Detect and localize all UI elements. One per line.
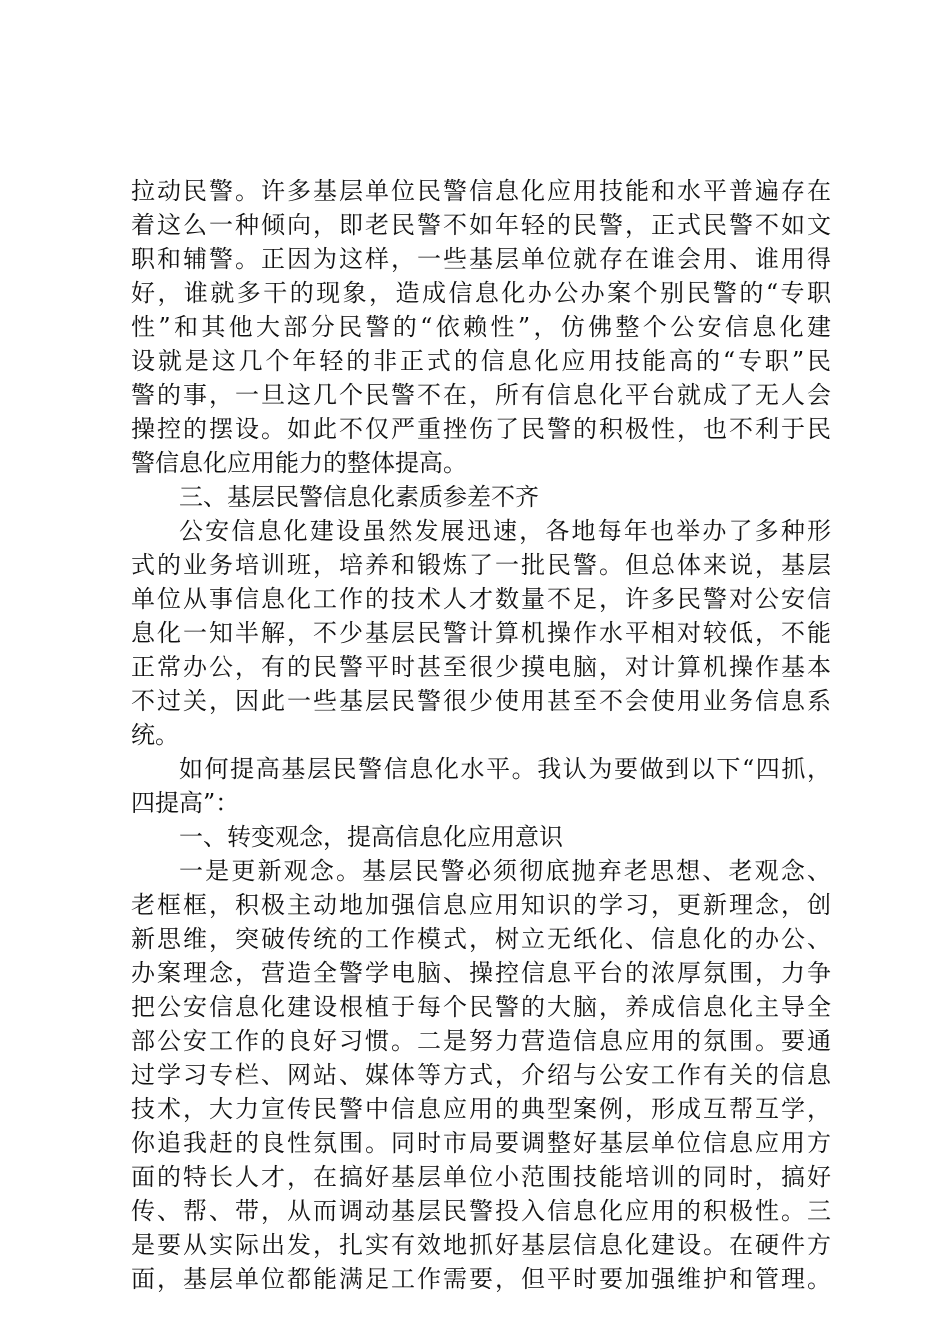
text-line: 公安信息化建设虽然发展迅速，各地每年也举办了多种形 <box>179 517 831 545</box>
text-line: 操控的摆设。如此不仅严重挫伤了民警的积极性，也不利于民 <box>131 415 831 443</box>
text-line: 着这么一种倾向，即老民警不如年轻的民警，正式民警不如文 <box>131 211 831 239</box>
text-line: 正常办公，有的民警平时甚至很少摸电脑，对计算机操作基本 <box>131 653 831 681</box>
text-line: 是要从实际出发，扎实有效地抓好基层信息化建设。在硬件方 <box>131 1231 831 1259</box>
text-line: 你追我赶的良性氛围。同时市局要调整好基层单位信息应用方 <box>131 1129 831 1157</box>
text-line: 单位从事信息化工作的技术人才数量不足，许多民警对公安信 <box>131 585 831 613</box>
text-line: 新思维，突破传统的工作模式，树立无纸化、信息化的办公、 <box>131 925 831 953</box>
text-line: 职和辅警。正因为这样，一些基层单位就存在谁会用、谁用得 <box>131 245 831 273</box>
text-line: 四提高”： <box>131 789 240 817</box>
section-heading: 三、基层民警信息化素质参差不齐 <box>179 483 539 511</box>
text-line: 息化一知半解，不少基层民警计算机操作水平相对较低，不能 <box>131 619 831 647</box>
text-line: 过学习专栏、网站、媒体等方式，介绍与公安工作有关的信息 <box>131 1061 831 1089</box>
text-line: 式的业务培训班，培养和锻炼了一批民警。但总体来说，基层 <box>131 551 831 579</box>
text-line: 统。 <box>131 721 179 749</box>
text-line: 警的事，一旦这几个民警不在，所有信息化平台就成了无人会 <box>131 381 831 409</box>
text-line: 把公安信息化建设根植于每个民警的大脑，养成信息化主导全 <box>131 993 831 1021</box>
text-line: 拉动民警。许多基层单位民警信息化应用技能和水平普遍存在 <box>131 177 831 205</box>
text-line: 面的特长人才，在搞好基层单位小范围技能培训的同时，搞好 <box>131 1163 831 1191</box>
text-line: 办案理念，营造全警学电脑、操控信息平台的浓厚氛围，力争 <box>131 959 831 987</box>
text-line: 好，谁就多干的现象，造成信息化办公办案个别民警的“专职 <box>131 279 831 307</box>
text-line: 面，基层单位都能满足工作需要，但平时要加强维护和管理。 <box>131 1265 831 1293</box>
text-line: 一是更新观念。基层民警必须彻底抛弃老思想、老观念、 <box>179 857 831 885</box>
text-line: 老框框，积极主动地加强信息应用知识的学习，更新理念，创 <box>131 891 831 919</box>
body-text <box>131 174 831 1296</box>
text-line: 传、帮、带，从而调动基层民警投入信息化应用的积极性。三 <box>131 1197 831 1225</box>
text-line: 警信息化应用能力的整体提高。 <box>131 449 467 477</box>
text-line: 设就是这几个年轻的非正式的信息化应用技能高的“专职”民 <box>131 347 831 375</box>
text-line: 性”和其他大部分民警的“依赖性”，仿佛整个公安信息化建 <box>131 313 831 341</box>
text-line: 部公安工作的良好习惯。二是努力营造信息应用的氛围。要通 <box>131 1027 831 1055</box>
section-heading: 一、转变观念，提高信息化应用意识 <box>179 823 563 851</box>
text-line: 技术，大力宣传民警中信息应用的典型案例，形成互帮互学， <box>131 1095 831 1123</box>
text-line: 如何提高基层民警信息化水平。我认为要做到以下“四抓， <box>179 755 831 783</box>
text-line: 不过关，因此一些基层民警很少使用甚至不会使用业务信息系 <box>131 687 831 715</box>
